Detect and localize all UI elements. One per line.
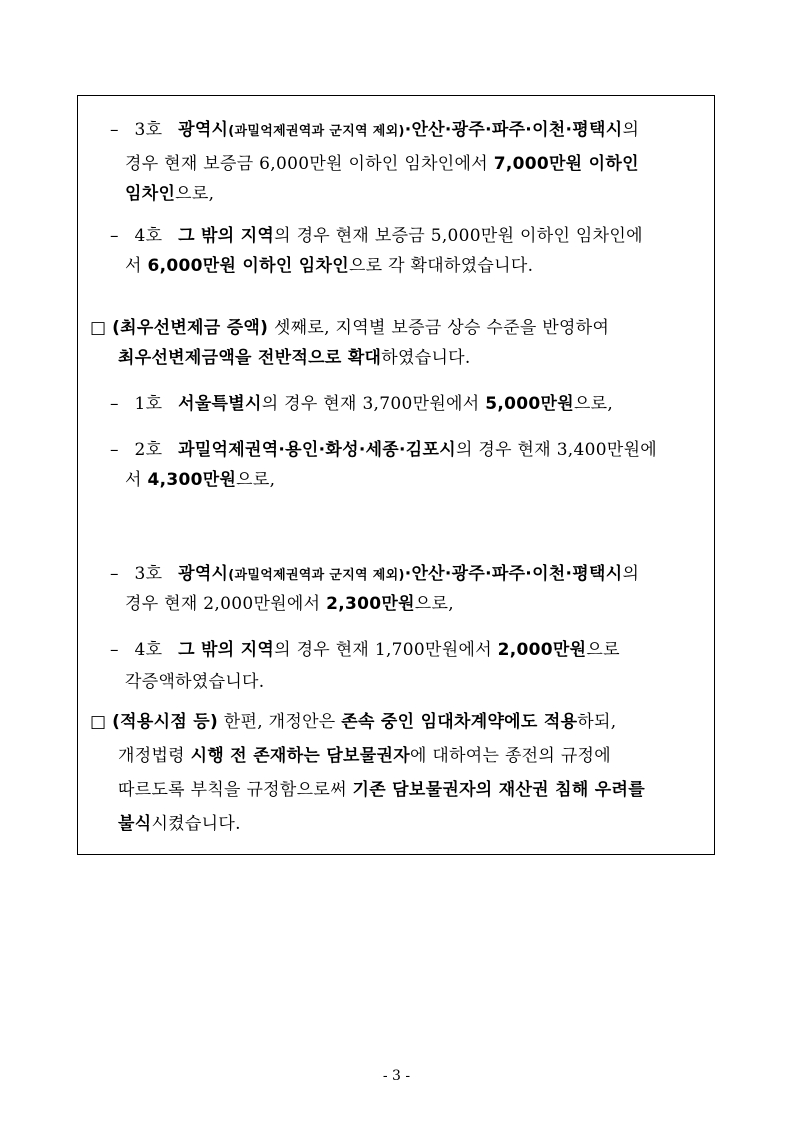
region-name: 광역시 (178, 120, 229, 140)
region-name: 광역시 (178, 564, 229, 584)
dash: – (110, 120, 119, 140)
city-list: ·안산·광주·파주·이천·평택시 (404, 564, 623, 584)
body-text: 셋째로, 지역별 보증금 상승 수준을 반영하여 (273, 318, 610, 338)
body-text: 개정법령 (118, 746, 185, 766)
particle: 의 (622, 564, 640, 584)
region-name: 그 밖의 지역 (178, 640, 275, 660)
application-line-1 (90, 708, 616, 736)
checkbox-bullet: □ (90, 712, 107, 732)
body-text: 의 경우 현재 3,700만원에서 (261, 394, 480, 414)
body-text: 하되, (577, 712, 617, 732)
region-name: 과밀억제권역·용인·화성·세종·김포시 (178, 440, 456, 460)
emphasis-text: 시행 전 존재하는 담보물권자 (190, 746, 410, 766)
checkbox-bullet: □ (90, 318, 107, 338)
other-priority-line-1 (110, 636, 620, 664)
page-number: - 3 - (382, 1068, 411, 1084)
body-text: 의 경우 현재 3,400만원에 (455, 440, 658, 460)
section-label: (최우선변제금 증액) (112, 318, 269, 338)
item-number: 2호 (134, 440, 163, 460)
exclusion-note: (과밀억제권역과 군지역 제외) (228, 124, 405, 139)
item-number: 4호 (134, 226, 163, 246)
dash: – (110, 640, 119, 660)
suffix: 으로, (236, 470, 276, 490)
suffix: 으로 (586, 640, 620, 660)
body-text: 따르도록 부칙을 규정함으로써 (118, 780, 347, 800)
particle: 의 (622, 120, 640, 140)
body-text: 의 경우 현재 보증금 5,000만원 이하인 임차인에 (274, 226, 643, 246)
emphasis-text: 기존 담보물권자의 재산권 침해 우려를 (352, 780, 645, 800)
metro-deposit-line-2 (125, 150, 639, 178)
body-text: 각증액하였습니다. (125, 672, 265, 692)
body-text: 의 경우 현재 1,700만원에서 (274, 640, 492, 660)
seoul-line (110, 390, 613, 418)
region-name: 서울특별시 (178, 394, 262, 414)
body-text: 경우 현재 2,000만원에서 (125, 594, 321, 614)
priority-increase-line-1 (90, 314, 609, 342)
body-text: 시켰습니다. (151, 814, 241, 834)
body-text: 서 (125, 470, 142, 490)
priority-increase-line-2 (118, 344, 471, 372)
emphasis-text: 불식 (118, 814, 152, 834)
item-number: 3호 (134, 120, 163, 140)
dash: – (110, 226, 119, 246)
metro-deposit-line-3 (125, 180, 214, 208)
section-label: (적용시점 등) (112, 712, 219, 732)
other-deposit-line-2 (125, 252, 533, 280)
other-deposit-line-1 (110, 222, 643, 250)
application-line-4 (118, 810, 241, 838)
exclusion-note: (과밀억제권역과 군지역 제외) (228, 568, 405, 583)
dash: – (110, 564, 119, 584)
application-line-3 (118, 776, 645, 804)
dash: – (110, 394, 119, 414)
item-number: 1호 (134, 394, 163, 414)
new-amount: 6,000만원 이하인 임차인 (147, 256, 349, 276)
region-name: 그 밖의 지역 (178, 226, 275, 246)
suffix: 으로, (414, 594, 454, 614)
metro-priority-line-2 (125, 590, 454, 618)
new-amount: 4,300만원 (147, 470, 237, 490)
emphasis-text: 최우선변제금액을 전반적으로 확대 (118, 348, 382, 368)
other-priority-line-2 (125, 668, 264, 696)
new-amount: 7,000만원 이하인 (493, 154, 639, 174)
application-line-2 (118, 742, 611, 770)
dash: – (110, 440, 119, 460)
metro-deposit-line-1 (110, 116, 639, 146)
body-text: 에 대하여는 종전의 규정에 (409, 746, 611, 766)
new-amount: 5,000만원 (485, 394, 574, 414)
item-number: 3호 (134, 564, 163, 584)
suffix: 으로, (175, 184, 215, 204)
emphasis-text: 존속 중인 임대차계약에도 적용 (341, 712, 578, 732)
suffix: 으로, (573, 394, 614, 414)
city-list: ·안산·광주·파주·이천·평택시 (404, 120, 623, 140)
body-text: 하였습니다. (381, 348, 471, 368)
body-text: 서 (125, 256, 142, 276)
item-number: 4호 (134, 640, 163, 660)
new-amount: 2,300만원 (326, 594, 415, 614)
body-text: 한편, 개정안은 (223, 712, 336, 732)
case-text: 경우 현재 보증금 6,000만원 이하인 임차인에서 (125, 154, 488, 174)
new-amount: 2,000만원 (497, 640, 587, 660)
tenant: 임차인 (125, 184, 176, 204)
overcrowded-line-1 (110, 436, 657, 464)
suffix: 으로 각 확대하였습니다. (348, 256, 534, 276)
metro-priority-line-1 (110, 560, 639, 590)
overcrowded-line-2 (125, 466, 275, 494)
